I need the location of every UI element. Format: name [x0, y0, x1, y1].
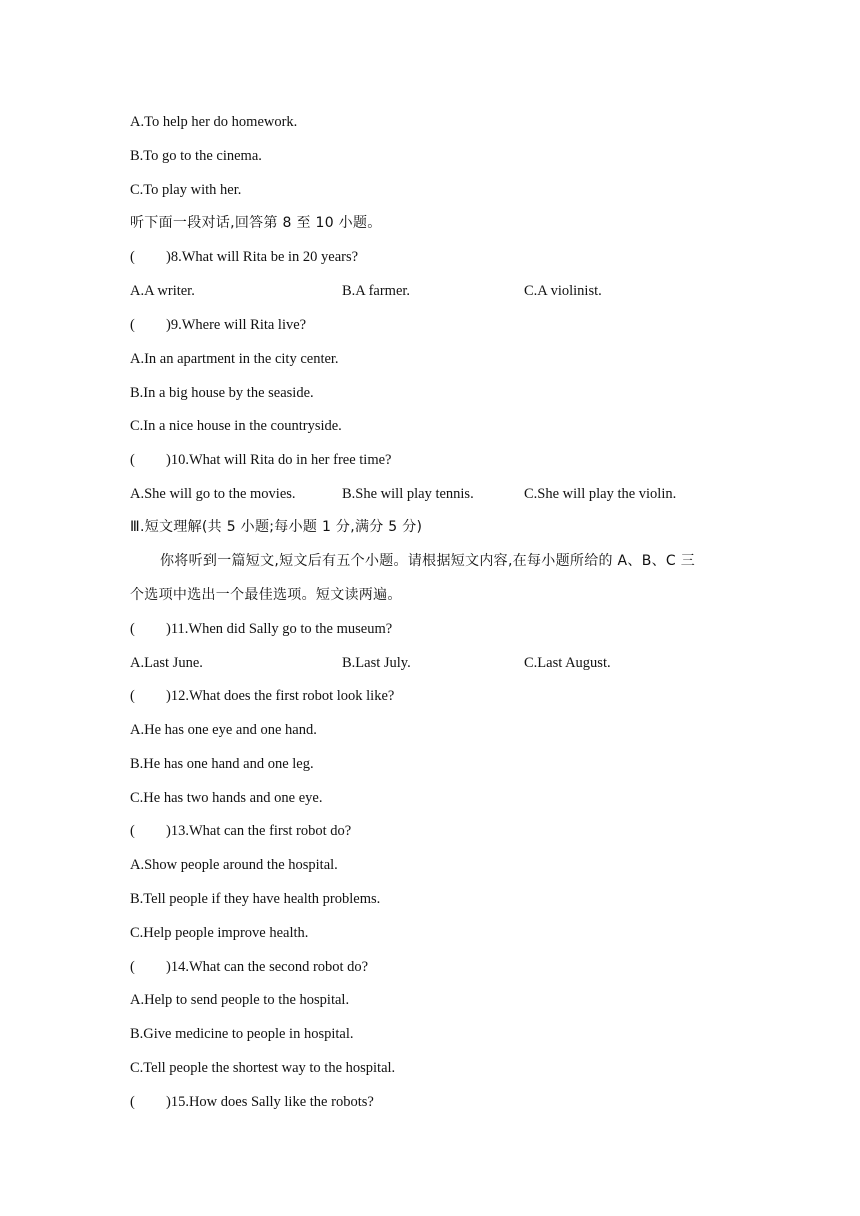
q7-option-c: C.To play with her. [130, 182, 242, 198]
q10-option-a: A.She will go to the movies. [130, 486, 296, 502]
q11-option-a: A.Last June. [130, 655, 203, 671]
q14-option-c: C.Tell people the shortest way to the hospital. [130, 1060, 396, 1076]
answer-blank: ( [130, 688, 135, 704]
question-stem: )13.What can the first robot do? [166, 823, 352, 839]
section-3-intro-line-2: 个选项中选出一个最佳选项。短文读两遍。 [130, 587, 402, 603]
question-8 [130, 250, 358, 265]
question-stem: )8.What will Rita be in 20 years? [166, 249, 359, 265]
question-13 [130, 824, 351, 839]
question-10 [130, 453, 391, 468]
answer-blank: ( [130, 959, 135, 975]
question-12 [130, 689, 394, 704]
q12-option-b: B.He has one hand and one leg. [130, 756, 314, 772]
answer-blank: ( [130, 452, 135, 468]
q13-option-c: C.Help people improve health. [130, 925, 309, 941]
question-9 [130, 318, 306, 333]
q13-option-a: A.Show people around the hospital. [130, 857, 338, 873]
q9-option-b: B.In a big house by the seaside. [130, 385, 314, 401]
question-11 [130, 622, 392, 637]
q7-option-b: B.To go to the cinema. [130, 148, 262, 164]
question-stem: )10.What will Rita do in her free time? [166, 452, 392, 468]
q11-option-c: C.Last August. [524, 655, 611, 671]
instruction-8-10: 听下面一段对话,回答第 8 至 10 小题。 [130, 215, 382, 231]
question-15 [130, 1095, 374, 1110]
answer-blank: ( [130, 249, 135, 265]
section-3-intro-line-1: 你将听到一篇短文,短文后有五个小题。请根据短文内容,在每小题所给的 A、B、C 三 [160, 553, 696, 569]
q12-option-a: A.He has one eye and one hand. [130, 722, 317, 738]
q8-option-b: B.A farmer. [342, 283, 411, 299]
q11-option-b: B.Last July. [342, 655, 411, 671]
q14-option-a: A.Help to send people to the hospital. [130, 992, 350, 1008]
answer-blank: ( [130, 823, 135, 839]
answer-blank: ( [130, 317, 135, 333]
question-14 [130, 960, 368, 975]
q10-option-c: C.She will play the violin. [524, 486, 677, 502]
q9-option-c: C.In a nice house in the countryside. [130, 418, 342, 434]
question-stem: )11.When did Sally go to the museum? [166, 621, 393, 637]
question-stem: )12.What does the first robot look like? [166, 688, 395, 704]
q8-option-c: C.A violinist. [524, 283, 602, 299]
q10-option-b: B.She will play tennis. [342, 486, 474, 502]
answer-blank: ( [130, 1094, 135, 1110]
question-stem: )9.Where will Rita live? [166, 317, 307, 333]
section-3-heading: Ⅲ.短文理解(共 5 小题;每小题 1 分,满分 5 分) [130, 519, 423, 535]
q13-option-b: B.Tell people if they have health problems. [130, 891, 381, 907]
q14-option-b: B.Give medicine to people in hospital. [130, 1026, 354, 1042]
q7-option-a: A.To help her do homework. [130, 114, 298, 130]
q9-option-a: A.In an apartment in the city center. [130, 351, 339, 367]
question-stem: )15.How does Sally like the robots? [166, 1094, 374, 1110]
q12-option-c: C.He has two hands and one eye. [130, 790, 323, 806]
q8-option-a: A.A writer. [130, 283, 195, 299]
answer-blank: ( [130, 621, 135, 637]
question-stem: )14.What can the second robot do? [166, 959, 369, 975]
